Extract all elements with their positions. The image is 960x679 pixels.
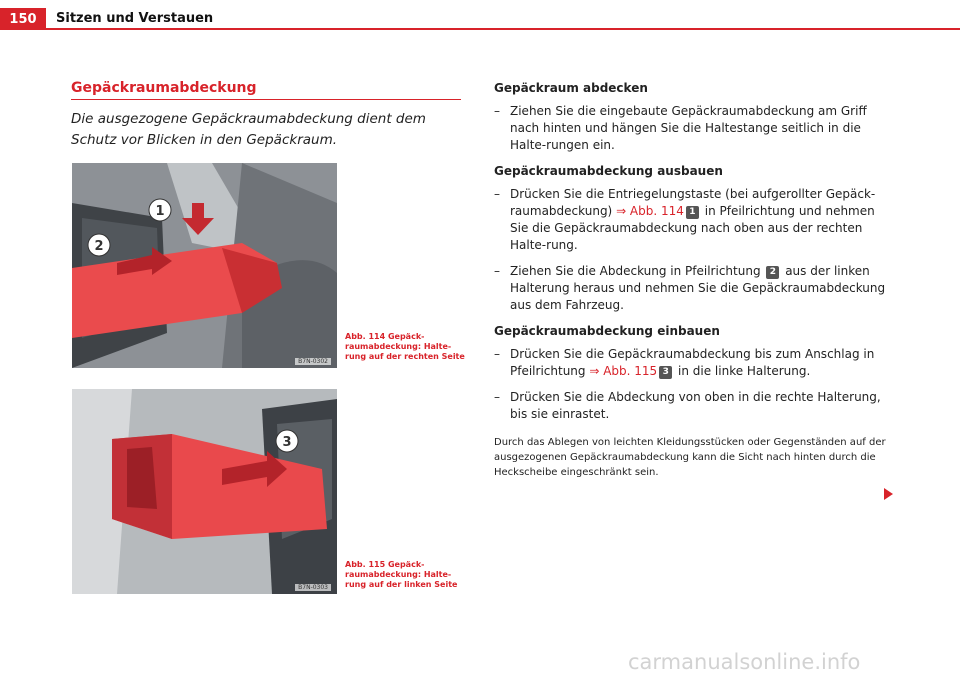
step-text: Ziehen Sie die Abdeckung in Pfeilrichtung (510, 264, 765, 278)
section-intro: Die ausgezogene Gepäckraumabdeckung dient dem Schutz vor Blicken in den Gepäckraum. (71, 111, 426, 148)
subheading-install: Gepäckraumabdeckung einbauen (494, 324, 720, 338)
step-install-2 (494, 389, 889, 423)
dash: – (494, 104, 500, 118)
step-text: Ziehen Sie die eingebaute Gepäckraumabdeckung am Griff nach hinten und hängen Sie die Haltestange seitlich in die Halte-rungen ein. (510, 104, 867, 152)
figure-114-link[interactable]: ⇒ Abb. 114 (616, 204, 684, 218)
figure-114-photo (72, 163, 337, 368)
figure-115-caption: Abb. 115 Gepäck-raumabdeckung: Halte-rung auf der linken Seite (345, 560, 458, 589)
figure-115-photo (72, 389, 337, 594)
figure-114-caption: Abb. 114 Gepäck-raumabdeckung: Halte-rung auf der rechten Seite (345, 332, 465, 361)
figure-115-code: B7N-0303 (295, 584, 331, 591)
dash: – (494, 347, 500, 361)
callout-badge-2: 2 (766, 266, 779, 279)
figure-115-illustration (72, 389, 337, 594)
continue-arrow-icon (884, 488, 893, 500)
step-text: aus der linken Halterung heraus und nehmen Sie die Gepäckraumabdeckung aus dem Fahrzeug. (510, 264, 886, 312)
section-title: Gepäckraumabdeckung (71, 80, 257, 96)
section-rule (71, 99, 461, 100)
running-title: Sitzen und Verstauen (56, 11, 214, 26)
note-text: Durch das Ablegen von leichten Kleidungsstücken oder Gegenständen auf der ausgezogenen Gepäckraumabdeckung kann die Sicht nach hinten durch die Heckscheibe eingeschränkt sein. (494, 437, 886, 478)
step-cover-1 (494, 103, 889, 154)
step-text: Drücken Sie die Entriegelungstaste (bei aufgerollter Gepäck-raumabdeckung) (510, 187, 876, 218)
step-remove-1 (494, 186, 889, 254)
page-number (0, 8, 46, 30)
instructions-column (494, 80, 889, 490)
callout-badge-3: 3 (659, 366, 672, 379)
step-install-1 (494, 346, 889, 380)
step-text: in die linke Halterung. (674, 364, 811, 378)
callout-badge-1: 1 (686, 206, 699, 219)
step-remove-2 (494, 263, 889, 314)
callout-3: 3 (282, 435, 292, 450)
figure-115-link[interactable]: ⇒ Abb. 115 (589, 364, 658, 378)
page-number-text: 150 (9, 11, 37, 27)
dash: – (494, 390, 500, 404)
figure-114-code: B7N-0302 (295, 358, 331, 365)
step-text: Drücken Sie die Gepäckraumabdeckung bis zum Anschlag in Pfeilrichtung (510, 347, 875, 378)
callout-2: 2 (94, 239, 104, 254)
dash: – (494, 264, 500, 278)
figure-114-illustration (72, 163, 337, 368)
step-text: in Pfeilrichtung und nehmen Sie die Gepäckraumabdeckung nach oben aus der rechten Halte-rung. (510, 204, 875, 252)
header-rule (0, 28, 960, 30)
callout-1: 1 (155, 204, 165, 219)
subheading-remove: Gepäckraumabdeckung ausbauen (494, 164, 723, 178)
dash: – (494, 187, 500, 201)
step-text: Drücken Sie die Abdeckung von oben in die rechte Halterung, bis sie einrastet. (510, 390, 881, 421)
watermark: carmanualsonline.info (628, 650, 861, 674)
subheading-cover: Gepäckraum abdecken (494, 81, 648, 95)
